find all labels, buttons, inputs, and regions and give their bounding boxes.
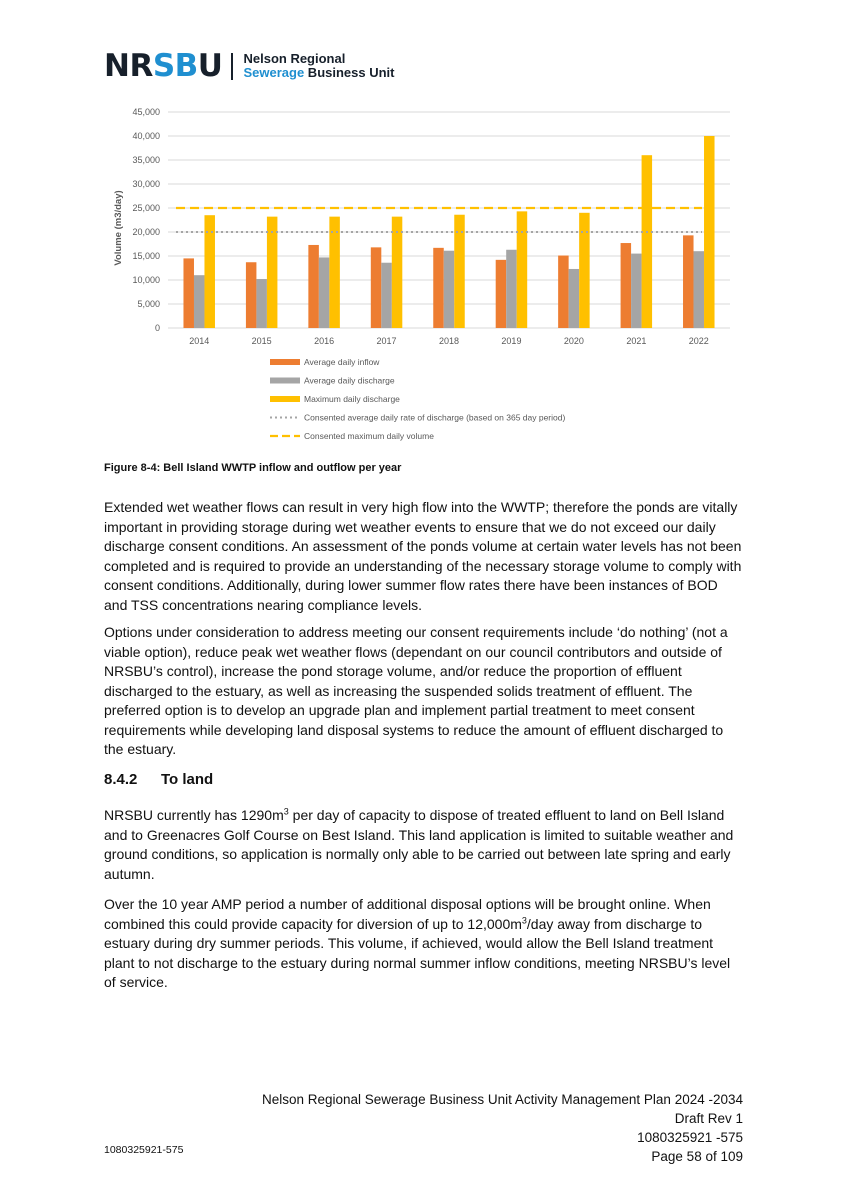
bar	[704, 136, 715, 328]
x-tick-label: 2017	[376, 336, 397, 346]
bar	[381, 263, 392, 328]
bar	[631, 254, 642, 328]
bar	[569, 269, 580, 328]
y-tick-label: 25,000	[132, 203, 160, 213]
y-tick-label: 30,000	[132, 179, 160, 189]
y-tick-label: 20,000	[132, 227, 160, 237]
bar	[642, 155, 653, 328]
footer-plan-title: Nelson Regional Sewerage Business Unit Activity Management Plan 2024 -2034	[261, 1092, 743, 1107]
bar	[329, 217, 340, 328]
bar	[433, 248, 444, 328]
paragraph-options: Options under consideration to address meeting our consent requirements include ‘do nothing’ (not a viable option), reduce peak wet weather flows (dependant on our council contributors and outside of NRSBU’s control), increase the pond storage volume, and/or reduce the proportion of effluent discharged to the estuary, as well as increasing the suspended solids treatment of effluent. The preferred option is to develop an upgrade plan and implement partial treatment to meet consent requirements while developing land disposal systems to reduce the amount of effluent discharged to the estuary.	[104, 624, 728, 757]
section-number: 8.4.2	[104, 771, 138, 788]
x-tick-label: 2022	[688, 336, 709, 346]
legend-swatch	[270, 396, 300, 402]
figure-caption: Figure 8-4: Bell Island WWTP inflow and outflow per year	[104, 462, 402, 474]
footer-reference: 1080325921 -575	[637, 1130, 743, 1145]
org-name-line1: Nelson Regional	[243, 51, 346, 66]
logo-org-name	[243, 52, 394, 80]
bar	[683, 235, 694, 328]
footer-page-number: Page 58 of 109	[651, 1149, 743, 1164]
bar	[558, 256, 569, 328]
org-name-line2: Sewerage Business Unit	[243, 65, 395, 80]
paragraph-disposal-options: Over the 10 year AMP period a number of additional disposal options will be brought online. When combined this could provide capacity for diversion of up to $12,000m^3$/day away from discharge to estuary during dry summer periods. This volume, if achieved, would allow the Bell Island treatment plant to not discharge to the estuary during normal summer inflow conditions, meeting NRSBU’s level of service.	[104, 896, 731, 990]
bar	[621, 243, 632, 328]
legend-label: Average daily discharge	[304, 375, 395, 386]
bar	[194, 275, 205, 328]
y-tick-label: 45,000	[132, 107, 160, 117]
section-heading	[104, 771, 213, 788]
legend-swatch	[270, 359, 300, 365]
footer-document-info	[262, 1090, 743, 1166]
bar	[454, 215, 465, 328]
y-tick-label: 10,000	[132, 275, 160, 285]
footer-revision: Draft Rev 1	[674, 1111, 743, 1126]
legend-swatch	[270, 378, 300, 384]
legend-label: Average daily inflow	[304, 357, 380, 367]
x-tick-label: 2015	[251, 336, 272, 346]
bar	[183, 258, 194, 328]
legend-label: Consented maximum daily volume	[304, 431, 434, 441]
x-tick-label: 2018	[438, 336, 460, 346]
bar	[579, 213, 590, 328]
bar	[496, 260, 507, 328]
bar	[308, 245, 319, 328]
bar	[319, 257, 330, 328]
nrsbu-logo	[104, 46, 394, 86]
x-tick-label: 2014	[189, 336, 210, 346]
footer-doc-id: 1080325921-575	[104, 1144, 184, 1156]
paragraph-wet-weather: Extended wet weather flows can result in very high flow into the WWTP; therefore the ponds are vitally important in providing storage during wet weather events to ensure that we do not exceed our daily discharge consent conditions. An assessment of the ponds volume at certain water levels has not been completed and is required to provide an understanding of the necessary storage volume to comply with consent conditions. Additionally, during lower summer flow rates there have been instances of BOD and TSS concentrations nearing compliance levels.	[104, 499, 742, 613]
y-tick-label: 15,000	[132, 251, 160, 261]
bar	[392, 217, 403, 328]
y-tick-label: 40,000	[132, 131, 160, 141]
bar	[246, 262, 257, 328]
x-tick-label: 2021	[626, 336, 647, 346]
y-tick-label: 5,000	[137, 299, 160, 309]
bar	[694, 251, 705, 328]
logo-wordmark: NRSBU	[104, 47, 223, 84]
bar	[444, 251, 455, 328]
paragraph-land-capacity: NRSBU currently has $1290m^3$ per day of capacity to dispose of treated effluent to land on Bell Island and to Greenacres Golf Course on Best Island. This land application is limited to suitable weather and ground conditions, so application is normally only able to be carried out between late spring and early autumn.	[104, 806, 734, 882]
x-tick-label: 2020	[563, 336, 584, 346]
bar	[506, 250, 517, 328]
y-tick-label: 35,000	[132, 155, 160, 165]
bar	[517, 211, 528, 328]
y-tick-label: 0	[154, 323, 160, 333]
section-title: To land	[161, 771, 214, 788]
inflow-outflow-chart	[104, 100, 744, 450]
legend-label: Maximum daily discharge	[304, 394, 400, 404]
bar	[267, 217, 278, 328]
bar	[371, 247, 382, 328]
x-tick-label: 2016	[314, 336, 335, 346]
legend-label: Consented average daily rate of discharge (based on 365 day period)	[304, 412, 566, 423]
x-tick-label: 2019	[501, 336, 522, 346]
bar	[256, 279, 267, 328]
y-axis-label: Volume (m3/day)	[113, 190, 124, 266]
logo-divider	[231, 53, 233, 80]
